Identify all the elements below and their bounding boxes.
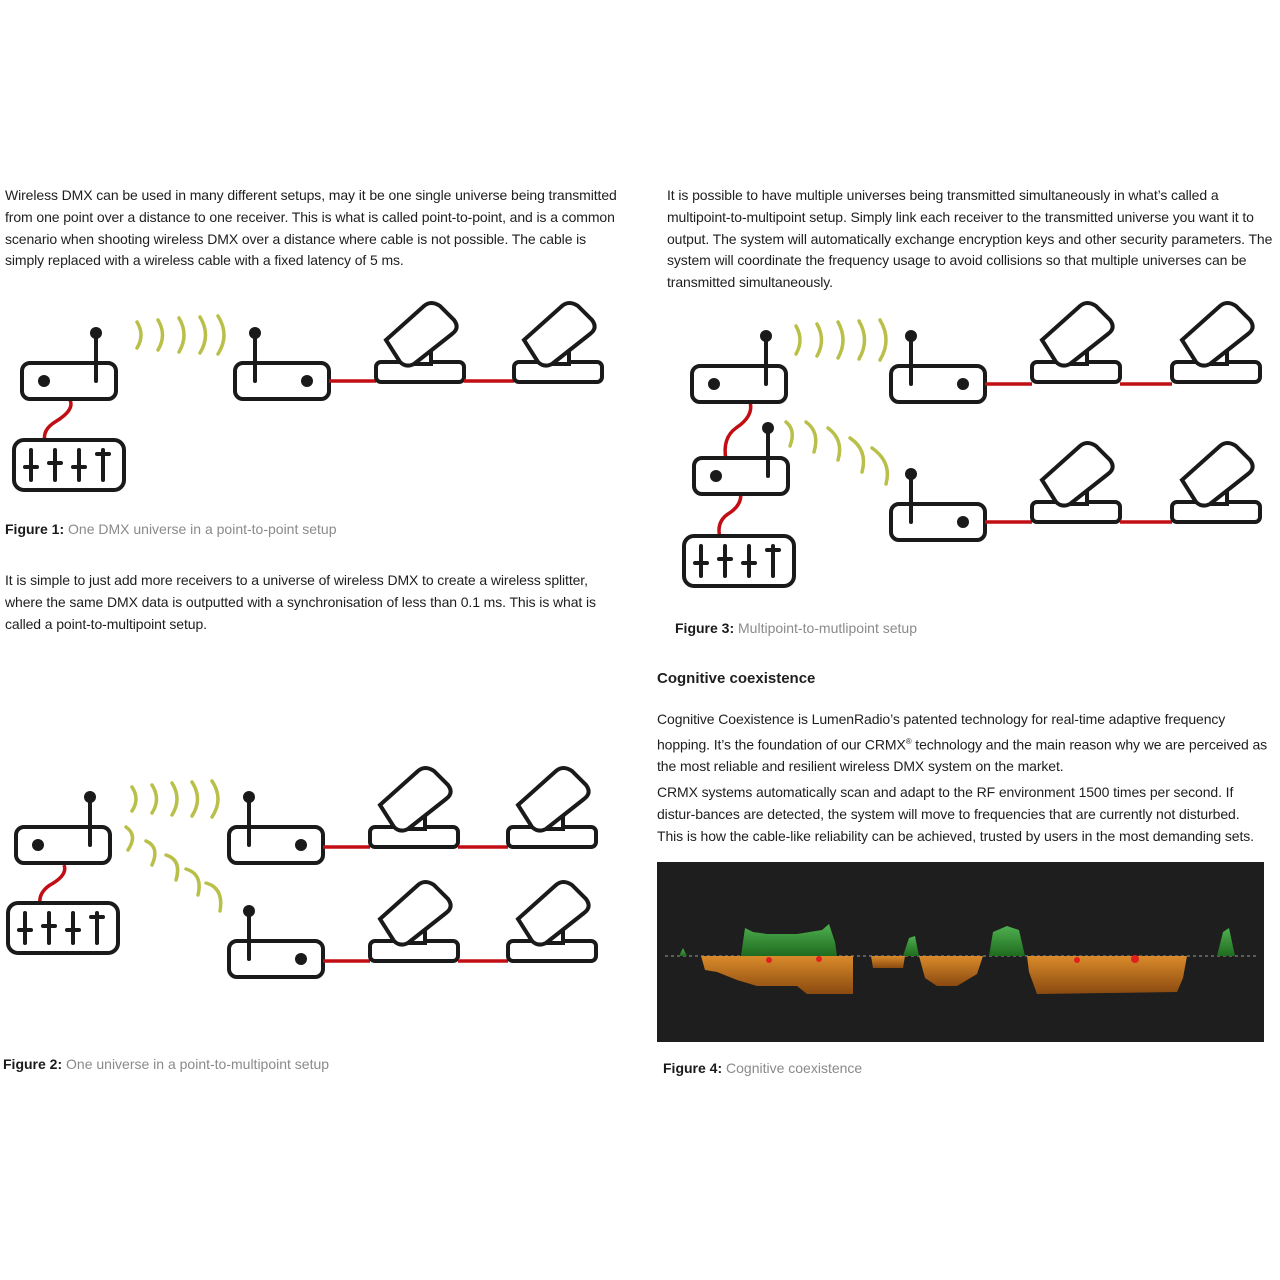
- figure-1-caption: Figure 1: One DMX universe in a point-to-point setup: [5, 521, 337, 537]
- wireless-signal-icon: [786, 320, 887, 484]
- moving-head-fixture-icon: [376, 303, 464, 382]
- transmitter-icon: [692, 330, 786, 402]
- moving-head-fixture-icon: [514, 303, 602, 382]
- cognitive-paragraph-1: Cognitive Coexistence is LumenRadio’s patented technology for real-time adaptive frequency hopping. It’s the foundation of our CRMX® technology and the main reason why we are perceived as the most reliable and resilient wireless DMX system on the market.: [657, 711, 1268, 775]
- moving-head-fixture-icon: [508, 882, 596, 961]
- moving-head-fixture-icon: [1172, 443, 1260, 522]
- transmitter-icon: [694, 422, 788, 494]
- receiver-icon: [229, 905, 323, 977]
- moving-head-fixture-icon: [1172, 303, 1260, 382]
- receiver-icon: [891, 330, 985, 402]
- dmx-console-icon: [684, 536, 794, 586]
- spectrum-figure: [657, 862, 1264, 1042]
- transmitter-icon: [22, 327, 116, 399]
- figure-2-diagram: [0, 765, 620, 985]
- dmx-console-icon: [14, 440, 124, 490]
- moving-head-fixture-icon: [1032, 303, 1120, 382]
- cognitive-paragraph-2: CRMX systems automatically scan and adapt to the RF environment 1500 times per second. If distur-bances are detected, the system will move to frequencies that are currently not disturbed. This is how the cable-like reliability can be achieved, trusted by users in the most demanding sets.: [657, 784, 1254, 844]
- figure-3-diagram: [660, 300, 1280, 600]
- figure-1-diagram: [0, 300, 620, 500]
- figure-2-caption: Figure 2: One universe in a point-to-multipoint setup: [3, 1056, 330, 1072]
- moving-head-fixture-icon: [370, 768, 458, 847]
- splitter-paragraph: It is simple to just add more receivers to a universe of wireless DMX to create a wireless splitter, where the same DMX data is outputted with a synchronisation of less than 0.1 ms. This is what is called a point-to-multipoint setup.: [5, 572, 596, 632]
- receiver-icon: [229, 791, 323, 863]
- moving-head-fixture-icon: [1032, 443, 1120, 522]
- moving-head-fixture-icon: [370, 882, 458, 961]
- receiver-icon: [891, 468, 985, 540]
- receiver-icon: [235, 327, 329, 399]
- section-heading: Cognitive coexistence: [657, 670, 816, 687]
- multipoint-paragraph: It is possible to have multiple universes being transmitted simultaneously in what’s called a multipoint-to-multipoint setup. Simply link each receiver to the transmitted universe you want it to output. The system will automatically exchange encryption keys and other security parameters. The system will coordinate the frequency usage to avoid collisions so that multiple universes can be transmitted simultaneously.: [667, 187, 1273, 291]
- dmx-console-icon: [8, 903, 118, 953]
- spectrum-graphic: [657, 862, 1264, 1042]
- figure-3-caption: Figure 3: Multipoint-to-mutlipoint setup: [675, 620, 917, 636]
- figure-4-caption: Figure 4: Cognitive coexistence: [663, 1060, 863, 1076]
- wireless-signal-icon: [126, 781, 221, 911]
- intro-paragraph: Wireless DMX can be used in many different setups, may it be one single universe being transmitted from one point over a distance to one receiver. This is what is called point-to-point, and is a common scenario when shooting wireless DMX over a distance where cable is not possible. The cable is simply replaced with a wireless cable with a fixed latency of 5 ms.: [5, 187, 617, 269]
- transmitter-icon: [16, 791, 110, 863]
- wireless-signal-icon: [137, 316, 224, 354]
- moving-head-fixture-icon: [508, 768, 596, 847]
